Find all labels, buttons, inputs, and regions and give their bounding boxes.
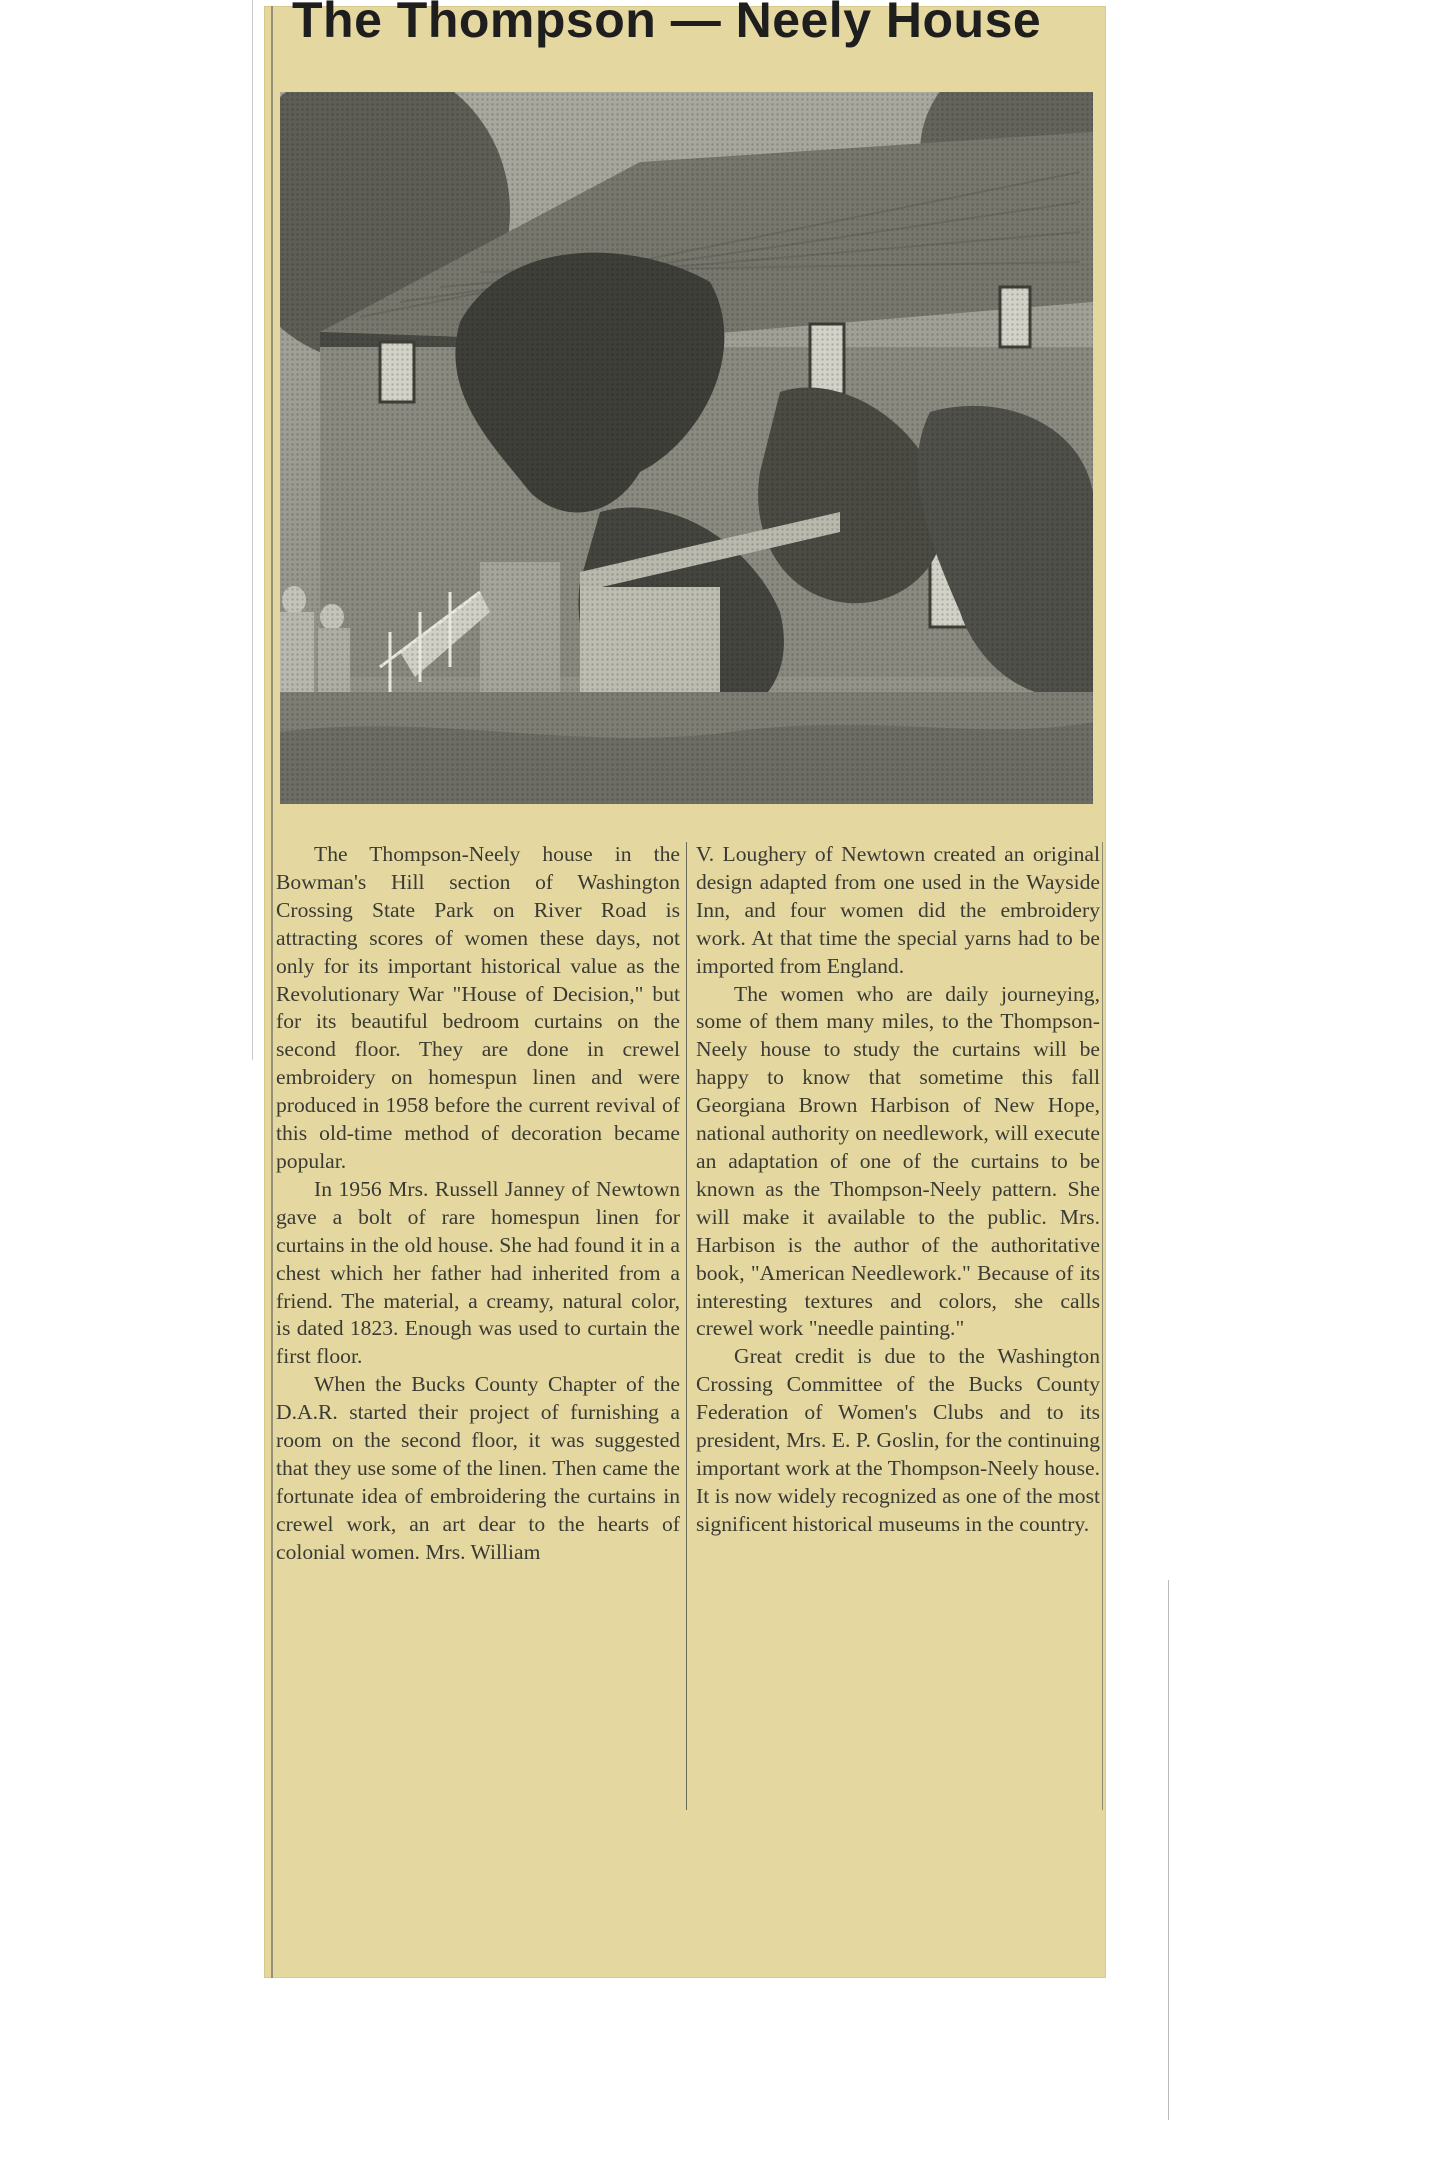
article-paragraph: The women who are daily journeying, some of them many miles, to the Thompson-Neely house to study the curtains will be happy to know that sometime this fall Georgiana Brown Harbison of New Hope, national authority on needlework, will execute an adaptation of one of the curtains to be known as the Thompson-Neely pattern. She will make it available to the public. Mrs. Harbison is the author of the authoritative book, "American Needlework." Because of its interesting textures and colors, she calls crewel work "needle painting." — [696, 981, 1100, 1341]
article-paragraph: In 1956 Mrs. Russell Janney of Newtown gave a bolt of rare homespun linen for curtains in the old house. She had found it in a chest which her father had inherited from a friend. The material, a creamy, natural color, is dated 1823. Enough was used to curtain the first floor. — [276, 1176, 680, 1369]
article-column-left — [276, 841, 680, 1567]
column-rule — [1102, 842, 1103, 1810]
article-paragraph: Great credit is due to the Washington Crossing Committee of the Bucks County Federation of Women's Clubs and to its president, Mrs. E. P. Goslin, for the continuing important work at the Thompson-Neely house. It is now widely recognized as one of the most significent historical museums in the country. — [696, 1344, 1100, 1536]
article-paragraph: When the Bucks County Chapter of the D.A.R. started their project of furnishing a room on the second floor, it was suggested that they use some of the linen. Then came the fortunate idea of embroidering the curtains in crewel work, an art dear to the hearts of colonial women. Mrs. William — [276, 1372, 680, 1564]
scan-edge-line — [252, 0, 253, 1060]
article-paragraph: V. Loughery of Newtown created an original design adapted from one used in the Wayside Inn, and four women did the embroidery work. At that time the special yarns had to be imported from England. — [696, 842, 1100, 978]
headline: The Thompson — Neely House — [292, 0, 1042, 48]
house-photograph — [280, 92, 1093, 804]
column-rule — [271, 6, 273, 1978]
article-column-right — [696, 841, 1100, 1539]
column-divider — [686, 842, 687, 1810]
article-paragraph: The Thompson-Neely house in the Bowman's Hill section of Washington Crossing State Park on River Road is attracting scores of women these days, not only for its important historical value as the Revolutionary War "House of Decision," but for its beautiful bedroom curtains on the second floor. They are done in crewel embroidery on homespun linen and were produced in 1958 before the current revival of this old-time method of decoration became popular. — [276, 842, 680, 1173]
scan-edge-line — [1168, 1580, 1169, 2120]
newspaper-clipping — [264, 0, 1106, 1978]
house-photo-illustration — [280, 92, 1093, 804]
